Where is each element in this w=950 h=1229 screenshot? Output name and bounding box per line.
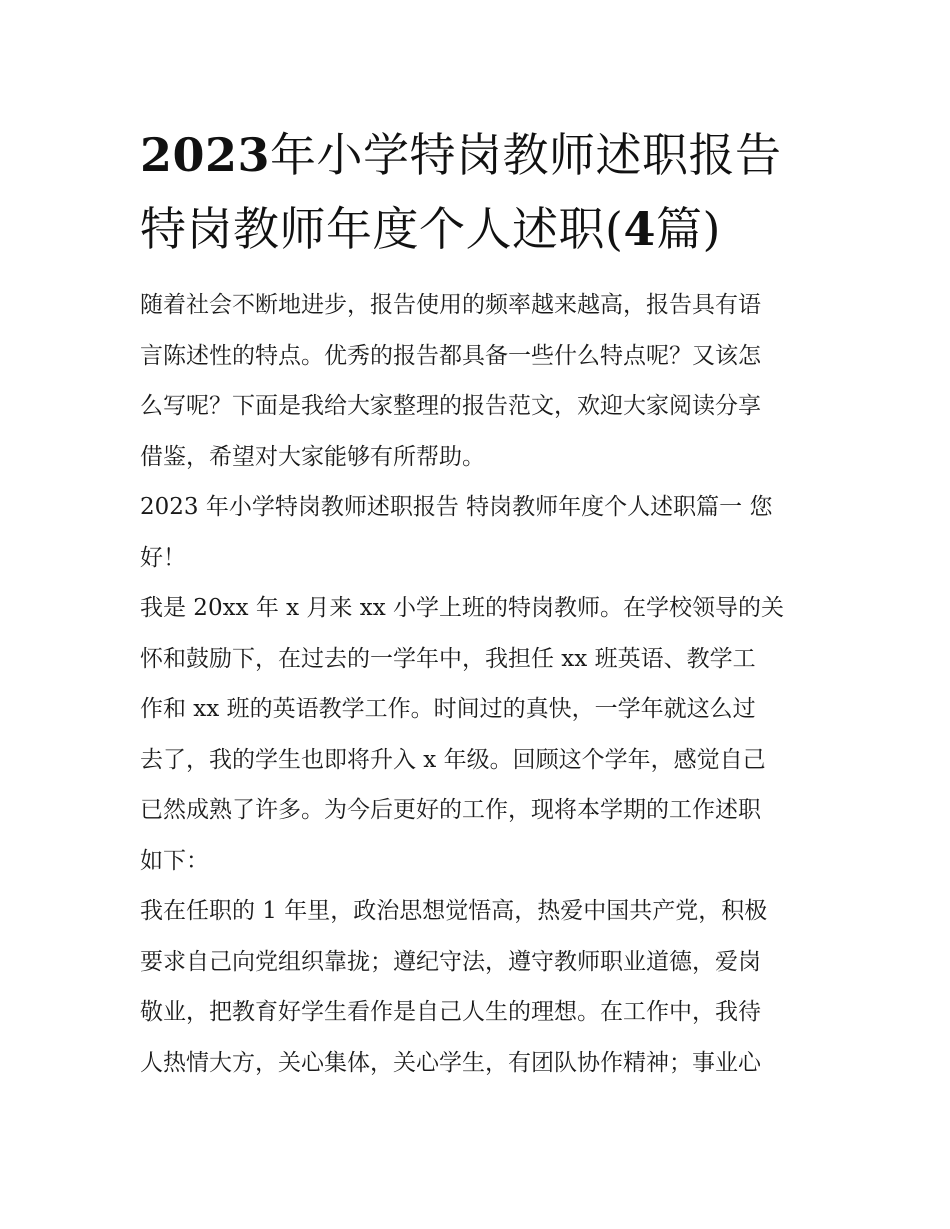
text-line: 敬业，把教育好学生看作是自己人生的理想。在工作中，我待: [140, 999, 761, 1025]
document-body: [140, 280, 820, 1088]
text-line: 2023 年小学特岗教师述职报告 特岗教师年度个人述职篇一 您: [140, 494, 773, 520]
text-line: 好！: [140, 544, 186, 571]
text-line: 怀和鼓励下，在过去的一学年中，我担任 xx 班英语、教学工: [140, 645, 756, 672]
text-line: 我是 20xx 年 x 月来 xx 小学上班的特岗教师。在学校领导的关: [140, 595, 784, 621]
document-title: [140, 118, 830, 266]
title-line-2-text: 特岗教师年度个人述职(: [140, 202, 624, 256]
text-line: 人热情大方，关心集体，关心学生，有团队协作精神；事业心: [140, 1049, 761, 1076]
text-line: 作和 xx 班的英语教学工作。时间过的真快，一学年就这么过: [140, 696, 756, 722]
text-line: 要求自己向党组织靠拢；遵纪守法，遵守教师职业道德，爱岗: [140, 948, 761, 975]
title-line-2-end: 篇): [655, 202, 721, 256]
text-line: 去了，我的学生也即将升入 x 年级。回顾这个学年，感觉自己: [140, 746, 766, 773]
text-line: 么写呢？下面是我给大家整理的报告范文，欢迎大家阅读分享: [140, 393, 761, 419]
text-line: 借鉴，希望对大家能够有所帮助。: [140, 443, 485, 470]
text-line: 如下：: [140, 847, 209, 874]
title-line-1-text: 年小学特岗教师述职报告: [270, 128, 782, 182]
text-line: 已然成熟了许多。为今后更好的工作，现将本学期的工作述职: [140, 797, 761, 823]
title-count: 4: [623, 202, 656, 256]
text-line: 我在任职的 1 年里，政治思想觉悟高，热爱中国共产党，积极: [140, 898, 768, 924]
title-line-1: [140, 118, 830, 192]
text-line: 随着社会不断地进步，报告使用的频率越来越高，报告具有语: [140, 292, 761, 318]
title-line-2: [140, 192, 830, 266]
title-year: 2023: [140, 128, 271, 182]
text-line: 言陈述性的特点。优秀的报告都具备一些什么特点呢？又该怎: [140, 342, 761, 369]
